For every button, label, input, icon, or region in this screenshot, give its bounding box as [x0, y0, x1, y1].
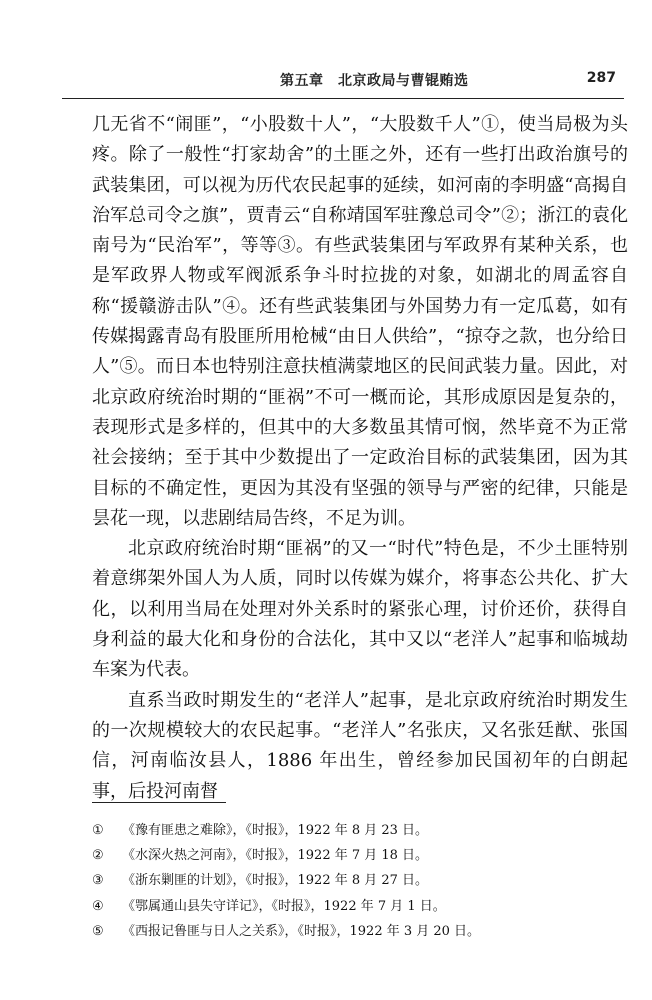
footnote: [92, 843, 628, 868]
page-number: 287: [586, 70, 616, 86]
footnote-text: 《浙东剿匪的计划》，《时报》，1922 年 8 月 27 日。: [122, 873, 429, 889]
paragraph: 直系当政时期发生的“老洋人”起事，是北京政府统治时期发生的一次规模较大的农民起事。“老洋人”名张庆，又名张廷猷、张国信，河南临汝县人，1886 年出生，曾经参加民国初年的白朗起事，后投河南督: [92, 689, 628, 802]
header-rule: [62, 98, 624, 99]
footnote: [92, 818, 628, 843]
footnote: [92, 919, 628, 944]
running-header: [62, 70, 624, 92]
footnotes: [92, 818, 628, 944]
footnote: [92, 894, 628, 919]
footnote-text: 《鄂属通山县失守详记》，《时报》，1922 年 7 月 1 日。: [122, 898, 446, 914]
paragraph: 北京政府统治时期“匪祸”的又一“时代”特色是，不少土匪特别着意绑架外国人为人质，同时以传媒为媒介，将事态公共化、扩大化，以利用当局在处理对外关系时的紧张心理，讨价还价，获得自身利益的最大化和身份的合法化，其中又以“老洋人”起事和临城劫车案为代表。: [92, 538, 628, 681]
body-text: [92, 110, 628, 807]
footnote-rule: [92, 802, 226, 803]
footnote-mark: ①: [92, 823, 104, 838]
footnote-mark: ④: [92, 898, 104, 914]
footnote: [92, 868, 628, 893]
footnote-mark: ②: [92, 848, 104, 864]
footnote-mark: ③: [92, 873, 104, 889]
footnote-mark: ⑤: [92, 923, 104, 939]
footnote-text: 《水深火热之河南》，《时报》，1922 年 7 月 18 日。: [122, 848, 429, 864]
footnote-text: 《豫有匪患之难除》，《时报》，1922 年 8 月 23 日。: [122, 823, 429, 838]
footnote-text: 《西报记鲁匪与日人之关系》，《时报》，1922 年 3 月 20 日。: [122, 923, 481, 939]
chapter-title: 第五章 北京政局与曹锟贿选: [280, 73, 469, 89]
paragraph: 几无省不“闹匪”，“小股数十人”，“大股数千人”①，使当局极为头疼。除了一般性“打家劫舍”的土匪之外，还有一些打出政治旗号的武装集团，可以视为历代农民起事的延续，如河南的李明盛“高揭自治军总司令之旗”，贾青云“自称靖国军驻豫总司令”②；浙江的袁化南号为“民治军”，等等③。有些武装集团与军政界有某种关系，也是军政界人物或军阀派系争斗时拉拢的对象，如湖北的周孟容自称“援赣游击队”④。还有些武装集团与外国势力有一定瓜葛，如有传媒揭露青岛有股匪所用枪械“由日人供给”，“掠夺之款，也分给日人”⑤。而日本也特别注意扶植满蒙地区的民间武装力量。因此，对北京政府统治时期的“匪祸”不可一概而论，其形成原因是复杂的，表现形式是多样的，但其中的大多数虽其情可悯，然毕竟不为正常社会接纳；至于其中少数提出了一定政治目标的武装集团，因为其目标的不确定性，更因为其没有坚强的领导与严密的纪律，只能是昙花一现，以悲剧结局告终，不足为训。: [92, 114, 628, 529]
